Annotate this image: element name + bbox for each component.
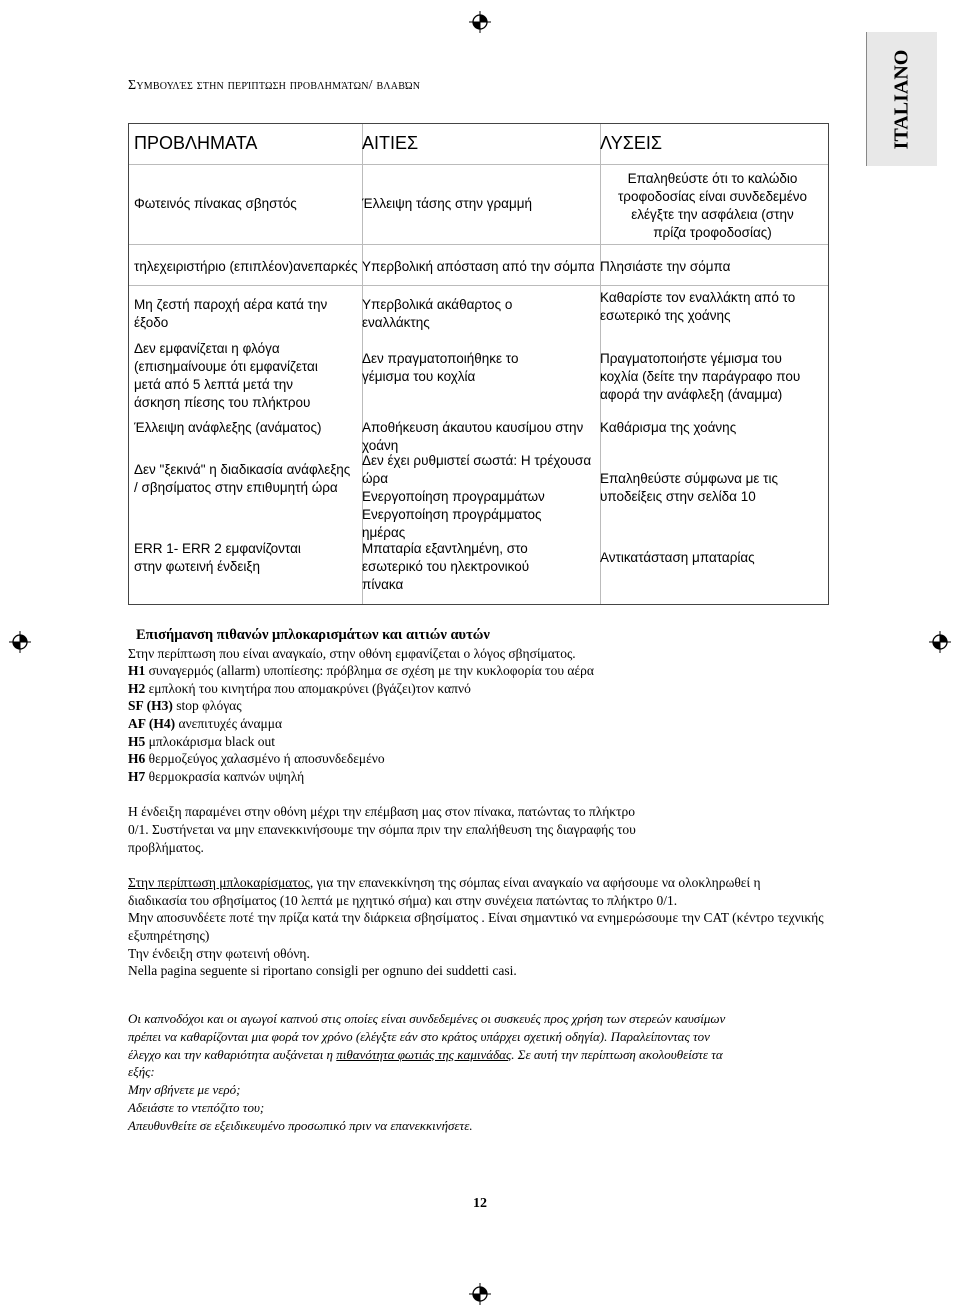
alarm-heading: Επισήμανση πιθανών μπλοκαρισμάτων και αιτιών αυτών	[136, 627, 490, 643]
alarm-paragraph	[128, 874, 888, 909]
table-cell: Πραγματοποιήστε γέμισμα του κοχλία (δείτε την παράγραφο που αφορά την ανάφλεξη (άναμμα)	[600, 351, 801, 402]
language-side-tab	[866, 32, 937, 166]
table-cell: Δεν πραγματοποιήθηκε το γέμισμα του κοχλία	[362, 351, 519, 384]
alarm-text: ανεπιτυχές άναμμα	[175, 715, 283, 731]
table-cell: Αντικατάσταση μπαταρίας	[600, 550, 755, 565]
table-header-causes: ΑΙΤΙΕΣ	[362, 133, 419, 153]
chimney-note-text: . Σε αυτή την περίπτωση ακολουθείστε τα εξής:	[128, 1046, 723, 1080]
alarm-text: θερμοζεύγος χαλασμένο ή αποσυνδεδεμένο	[145, 751, 385, 767]
alarm-item	[128, 680, 888, 698]
chimney-note-line: Μην σβήνετε με νερό;	[128, 1082, 241, 1098]
table-cell: Δεν "ξεκινά" η διαδικασία ανάφλεξης / σβησίματος στην επιθυμητή ώρα	[134, 462, 351, 495]
table-cell: Υπερβολικά ακάθαρτος ο εναλλάκτης	[362, 297, 513, 330]
chimney-note-line: Απευθυνθείτε σε εξειδικευμένο προσωπικό πριν να επανεκκινήσετε.	[128, 1117, 473, 1133]
table-cell: Δεν έχει ρυθμιστεί σωστά: Η τρέχουσα ώρα Ενεργοποίηση προγραμμάτων Ενεργοποίηση προγράμματος ημέρας	[362, 453, 592, 540]
alarm-code: H5	[128, 733, 146, 749]
alarm-paragraph: Η ένδειξη παραμένει στην οθόνη μέχρι την επέμβαση μας στον πίνακα, πατώντας το πλήκτρο 0/1. Συστήνεται να μην επανεκκινήσουμε την σόμπα πριν την επαλήθευση της διαγραφής του προβλήματος.	[128, 804, 636, 855]
alarm-text: θερμοκρασία καπνών υψηλή	[145, 768, 305, 784]
alarm-code: H7	[128, 768, 146, 784]
table-header-solutions: ΛΥΣΕΙΣ	[600, 133, 662, 153]
row-divider	[129, 164, 828, 165]
page-number: 12	[473, 1196, 487, 1211]
alarm-intro: Στην περίπτωση που είναι αναγκαίο, στην οθόνη εμφανίζεται ο λόγος σβησίματος.	[128, 645, 576, 661]
alarm-code: H1	[128, 663, 146, 679]
alarm-code: H6	[128, 751, 146, 767]
table-cell: Δεν εμφανίζεται η φλόγα (επισημαίνουμε ότι εμφανίζεται μετά από 5 λεπτά μετά την άσκηση πίεσης του πλήκτρου	[134, 341, 318, 410]
alarm-item	[128, 768, 888, 786]
alarm-text: μπλοκάρισμα black out	[145, 733, 275, 749]
alarm-item	[128, 715, 888, 733]
alarm-text: εμπλοκή του κινητήρα που απομακρύνει (βγάζει)τον καπνό	[145, 680, 471, 696]
alarm-code: H2	[128, 680, 146, 696]
table-cell: Έλλειψη τάσης στην γραμμή	[362, 196, 533, 211]
alarm-item	[128, 697, 888, 715]
alarm-text: stop φλόγας	[172, 698, 242, 714]
alarm-notes	[128, 627, 888, 980]
table-cell: Επαληθεύστε σύμφωνα με τις υποδείξεις στην σελίδα 10	[600, 471, 779, 504]
table-cell: Έλλειψη ανάφλεξης (ανάματος)	[134, 420, 322, 435]
table-header-problems: ΠΡΟΒΛΗΜΑΤΑ	[134, 133, 258, 153]
table-cell: Φωτεινός πίνακας σβηστός	[134, 196, 297, 211]
table-cell: Μπαταρία εξαντλημένη, στο εσωτερικό του ηλεκτρονικού πίνακα	[362, 541, 530, 592]
chimney-note-line: Αδειάστε το ντεπόζιτο του;	[128, 1099, 265, 1115]
alarm-item	[128, 662, 888, 680]
alarm-paragraph: Την ένδειξη στην φωτεινή οθόνη.	[128, 945, 310, 961]
registration-mark-icon	[469, 11, 491, 33]
table-cell: Καθάρισμα της χοάνης	[600, 420, 737, 435]
registration-mark-icon	[929, 631, 951, 653]
registration-mark-icon	[9, 631, 31, 653]
paragraph-text: , για την επανεκκίνηση της σόμπας είναι αναγκαίο να αφήσουμε να ολοκληρωθεί η διαδικασία του σβησίματος (10 λεπτά με ηχητικό σήμα) και στην συνέχεια πατώντας το πλήκτρο 0/1.	[128, 875, 761, 908]
table-cell: ERR 1- ERR 2 εμφανίζονται στην φωτεινή ένδειξη	[134, 541, 301, 574]
table-cell: Καθαρίστε τον εναλλάκτη από το εσωτερικό της χοάνης	[600, 290, 796, 323]
alarm-code: AF (H4)	[128, 715, 176, 731]
alarm-paragraph: Nella pagina seguente si riportano consigli per ognuno dei suddetti casi.	[128, 963, 517, 979]
table-cell: Επαληθεύστε ότι το καλώδιο τροφοδοσίας είναι συνδεδεμένο ελέγξτε την ασφάλεια (στην πρίζα τροφοδοσίας)	[617, 171, 808, 240]
alarm-paragraph: Μην αποσυνδέετε ποτέ την πρίζα κατά την διάρκεια σβησίματος . Είναι σημαντικό να ενημερώσουμε την CAT (κέντρο τεχνικής εξυπηρέτησης)	[128, 910, 824, 943]
alarm-item	[128, 733, 888, 751]
table-cell: Υπερβολική απόσταση από την σόμπα	[362, 259, 595, 274]
chimney-note-paragraph	[128, 1010, 848, 1081]
chimney-note-text: Οι καπνοδόχοι και οι αγωγοί καπνού στις οποίες είναι συνδεδεμένες οι συσκευές προς χρήση των στερεών καυσίμων πρέπει να καθαρίζονται μια φορά τον χρόνο (ελέγξτε εάν στο κράτος υπάρχει σχετική οδηγία). Παραλείποντας τον έλεγχο και την καθαριότητα αυξάνεται η	[128, 1011, 726, 1062]
table-cell: Μη ζεστή παροχή αέρα κατά την έξοδο	[134, 297, 328, 330]
underlined-phrase: Στην περίπτωση μπλοκαρίσματος	[128, 875, 310, 891]
alarm-code: SF (H3)	[128, 698, 173, 714]
language-side-tab-label: ITALIANO	[890, 49, 913, 149]
table-cell: Πλησιάστε την σόμπα	[600, 259, 731, 274]
troubleshooting-table	[128, 123, 829, 605]
table-cell: Αποθήκευση άκαυτου καυσίμου στην χοάνη	[362, 420, 584, 453]
section-title: Συμβουλές στην περίπτωση προβλημάτων/ βλαβών	[128, 78, 421, 93]
alarm-text: συναγερμός (allarm) υποπίεσης: πρόβλημα σε σχέση με την κυκλοφορία του αέρα	[145, 663, 594, 679]
chimney-note	[128, 1010, 848, 1135]
registration-mark-icon	[469, 1283, 491, 1305]
table-cell: τηλεχειριστήριο (επιπλέον)ανεπαρκές	[134, 259, 358, 274]
row-divider	[129, 244, 828, 245]
alarm-item	[128, 750, 888, 768]
underlined-phrase: πιθανότητα φωτιάς της καμινάδας	[336, 1046, 512, 1062]
row-divider	[129, 285, 828, 286]
